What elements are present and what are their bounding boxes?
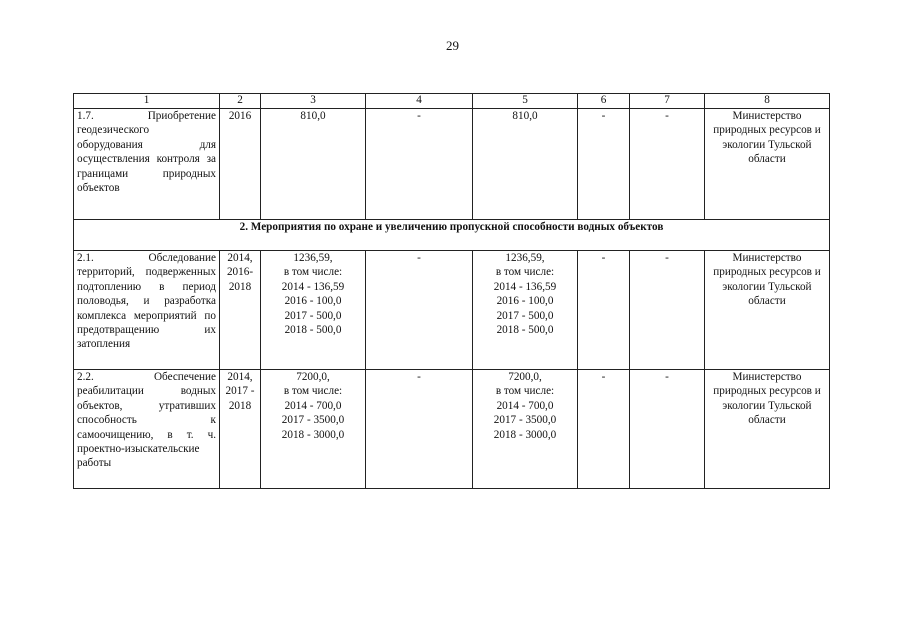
funding-line: 2018 - 3000,0	[493, 428, 557, 441]
total-funding-cell	[261, 370, 366, 489]
funding-line: 2014 - 136,59	[281, 280, 345, 293]
column-header: 6	[578, 94, 630, 109]
section-header-row	[74, 220, 830, 251]
other-funding-cell: -	[630, 251, 705, 370]
column-header: 3	[261, 94, 366, 109]
years-cell	[220, 109, 261, 220]
column-header: 2	[220, 94, 261, 109]
page-number: 29	[446, 38, 459, 53]
funding-line: 2014 - 700,0	[284, 399, 342, 412]
years-line: 2018	[228, 280, 252, 293]
funding-line: 2017 - 3500,0	[493, 414, 557, 427]
years-line: 2014,	[227, 371, 253, 383]
years-cell	[220, 251, 261, 370]
responsible-cell: Министерство природных ресурсов и экологии Тульской области	[705, 109, 830, 220]
section-header: 2. Мероприятия по охране и увеличению пропускной способности водных объектов	[74, 220, 830, 251]
years-line: 2014,	[227, 252, 253, 264]
funding-line: 2018 - 3000,0	[281, 428, 345, 441]
federal-funding-cell: -	[578, 370, 630, 489]
regional-funding-cell	[473, 109, 578, 220]
measures-table	[73, 93, 830, 489]
funding-line: в том числе:	[495, 266, 555, 279]
funding-line: 810,0	[300, 110, 326, 122]
other-funding-cell: -	[630, 370, 705, 489]
funding-line: 7200,0,	[296, 371, 330, 383]
funding-line: 2016 - 100,0	[496, 295, 554, 308]
responsible-cell: Министерство природных ресурсов и экологии Тульской области	[705, 370, 830, 489]
measure-description: 2.2. Обеспечение реабилитации водных объектов, утративших способность к самоочищению, в т. ч. проектно-изыскательские работы	[74, 370, 220, 489]
years-cell	[220, 370, 261, 489]
regional-funding-cell	[473, 370, 578, 489]
table-row	[74, 370, 830, 489]
funding-line: 2018 - 500,0	[284, 324, 342, 337]
responsible-cell: Министерство природных ресурсов и экологии Тульской области	[705, 251, 830, 370]
funding-line: 2017 - 500,0	[284, 309, 342, 322]
column-header: 7	[630, 94, 705, 109]
table-row	[74, 251, 830, 370]
funding-line: 2014 - 700,0	[496, 399, 554, 412]
funding-line: 2016 - 100,0	[284, 295, 342, 308]
years-line: 2018	[228, 399, 252, 412]
federal-funding-cell: -	[366, 251, 473, 370]
column-header: 8	[705, 94, 830, 109]
funding-line: 810,0	[512, 110, 538, 122]
funding-line: в том числе:	[495, 385, 555, 398]
funding-line: 2017 - 500,0	[496, 309, 554, 322]
measure-description: 2.1. Обследование территорий, подверженных подтоплению в период половодья, и разработка комплекса мероприятий по предотвращению их затопления	[74, 251, 220, 370]
column-header: 1	[74, 94, 220, 109]
local-funding-cell: -	[578, 251, 630, 370]
table-row	[74, 109, 830, 220]
funding-line: 2014 - 136,59	[493, 280, 557, 293]
column-header: 5	[473, 94, 578, 109]
measure-description: 1.7. Приобретение геодезического оборудования для осуществления контроля за границами природных объектов	[74, 109, 220, 220]
other-funding-cell: -	[630, 109, 705, 220]
funding-line: 2017 - 3500,0	[281, 414, 345, 427]
funding-line: в том числе:	[283, 266, 343, 279]
funding-line: 2018 - 500,0	[496, 324, 554, 337]
local-funding-cell: -	[578, 109, 630, 220]
federal-funding-cell: -	[366, 109, 473, 220]
federal-funding-cell: -	[366, 370, 473, 489]
total-funding-cell	[261, 109, 366, 220]
funding-line: 7200,0,	[508, 371, 542, 383]
total-funding-cell	[261, 251, 366, 370]
years-line: 2017 -	[225, 385, 255, 398]
years-line: 2016-	[226, 266, 254, 279]
years-line: 2016	[228, 110, 252, 122]
column-header: 4	[366, 94, 473, 109]
funding-line: 1236,59,	[505, 252, 545, 264]
funding-line: 1236,59,	[293, 252, 333, 264]
funding-line: в том числе:	[283, 385, 343, 398]
column-number-row	[74, 94, 830, 109]
regional-funding-cell	[473, 251, 578, 370]
